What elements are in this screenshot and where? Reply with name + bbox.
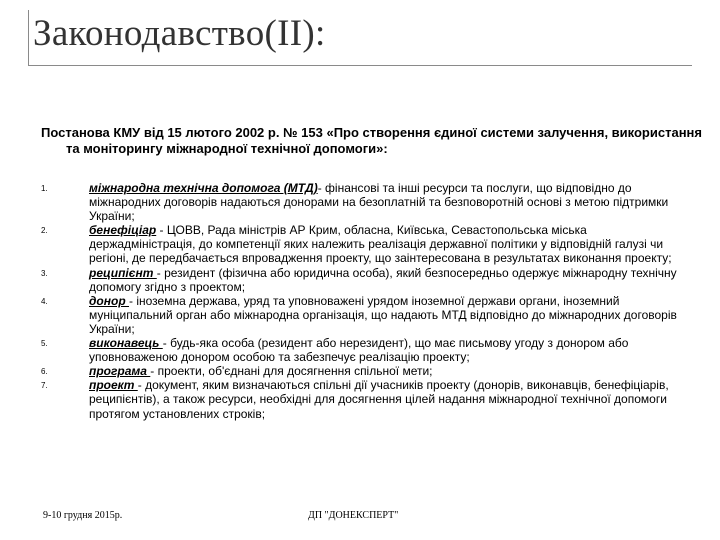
intro-paragraph: Постанова КМУ від 15 лютого 2002 р. № 153 «Про створення єдиної системи залучення, використання та моніторингу міжнародної технічної допомоги»: xyxy=(41,125,702,156)
definition-text: - фінансові та інші ресурси та послуги, що відповідно до міжнародних договорів надаються донорами на безоплатній та безповоротній основі з метою підтримки України; xyxy=(89,181,669,224)
definition-term: виконавець xyxy=(89,336,163,351)
item-number: 4. xyxy=(41,296,48,306)
definition-text: - будь-яка особа (резидент або нерезидент), що має письмову угоду з донором або уповноваженою донором особою та забезпечує реалізацію проекту; xyxy=(89,336,629,365)
item-number: 3. xyxy=(41,268,48,278)
item-number: 2. xyxy=(41,226,48,236)
footer-organization: ДП "ДОНЕКСПЕРТ" xyxy=(308,510,399,521)
definition-term: міжнародна технічна допомога (МТД) xyxy=(89,181,318,195)
list-item xyxy=(41,266,686,294)
title-vertical-rule xyxy=(28,10,29,66)
definition-term: програма xyxy=(89,364,151,379)
list-item xyxy=(41,378,686,420)
item-number: 5. xyxy=(41,339,48,349)
list-item xyxy=(41,223,686,265)
footer-date: 9-10 грудня 2015р. xyxy=(43,510,123,521)
definition-term: донор xyxy=(89,293,129,308)
title-underline xyxy=(28,65,692,66)
definition-text: - ЦОВВ, Рада міністрів АР Крим, обласна, Київська, Севастопольська міська держадміністрація, до компетенції яких належить реалізація державної політики у відповідній галузі чи регіоні, де передбачається впровадження проекту, що заінтересована в результатах виконання проекту; xyxy=(89,223,672,266)
list-item xyxy=(41,364,686,378)
list-item xyxy=(41,336,686,364)
definition-text: - документ, яким визначаються спільні дії учасників проекту (донорів, виконавців, бенефіціарів, реципієнтів), а також ресурси, необхідні для досягнення цілей надання міжнародної технічної допомоги протягом установлених строків; xyxy=(89,378,669,421)
list-item xyxy=(41,181,686,223)
item-number: 1. xyxy=(41,184,48,193)
slide-title: Законодавство(ІІ): xyxy=(33,13,326,54)
definition-term: реципієнт xyxy=(89,265,157,280)
definition-term: бенефіціар xyxy=(89,223,157,238)
item-number: 6. xyxy=(41,367,48,377)
definitions-list xyxy=(41,181,686,421)
definition-text: - резидент (фізична або юридична особа), який безпосередньо одержує міжнародну технічну допомогу згідно з проектом; xyxy=(89,265,677,294)
definition-term: проект xyxy=(89,378,138,393)
definition-text: - іноземна держава, уряд та уповноважені урядом іноземної держави органи, іноземний муніципальний орган або міжнародна організація, що надають МТД відповідно до міжнародних договорів України; xyxy=(89,293,677,336)
item-number: 7. xyxy=(41,381,48,391)
definition-text: - проекти, об'єднані для досягнення спільної мети; xyxy=(150,364,433,379)
list-item xyxy=(41,294,686,336)
